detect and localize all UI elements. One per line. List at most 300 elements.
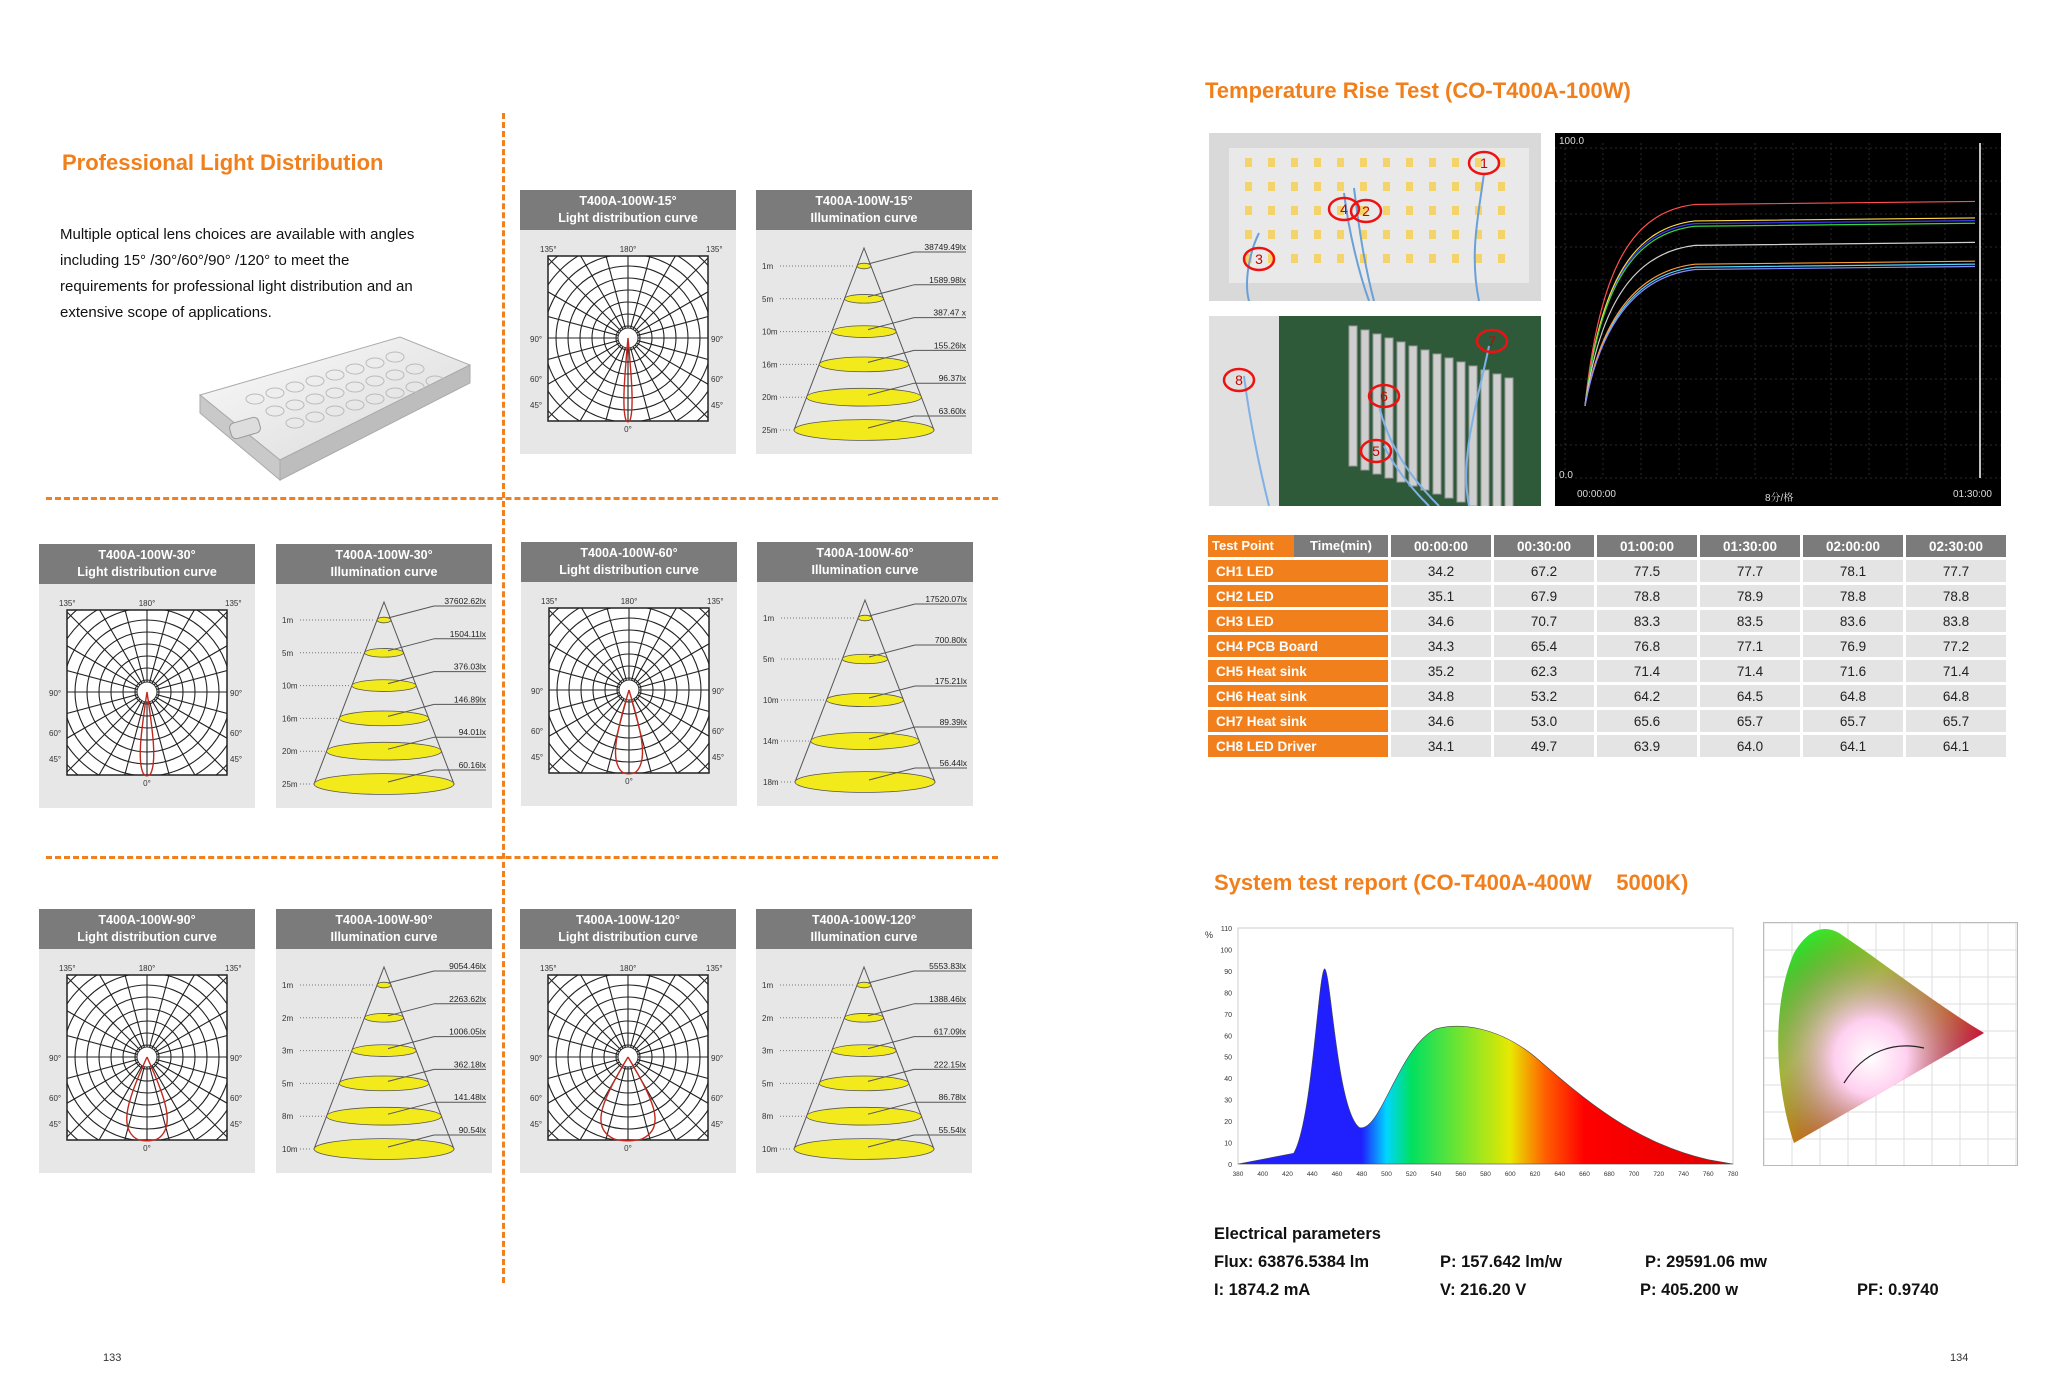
led-chip xyxy=(1268,182,1275,191)
led-chip xyxy=(1429,230,1436,239)
x-tick: 680 xyxy=(1603,1171,1615,1178)
marker-label: 1 xyxy=(1480,155,1488,171)
intro-line: extensive scope of applications. xyxy=(60,304,272,321)
angle-label: 60° xyxy=(49,729,62,738)
distance-label: 18m xyxy=(763,778,779,787)
table-cell: 78.1 xyxy=(1803,560,1903,582)
angle-label: 45° xyxy=(530,1120,543,1129)
led-chip xyxy=(1268,230,1275,239)
distance-label: 2m xyxy=(282,1013,294,1023)
angle-label: 180° xyxy=(138,599,156,608)
panel-subtitle: Light distribution curve xyxy=(559,563,699,577)
angle-label: 45° xyxy=(530,401,543,410)
distance-label: 3m xyxy=(762,1046,774,1056)
leader-line xyxy=(388,606,434,618)
led-chip xyxy=(1314,230,1321,239)
scope-trace xyxy=(1585,201,1975,405)
angle-label: 90° xyxy=(711,1054,724,1063)
angle-label: 60° xyxy=(712,727,725,736)
panel-title: T400A-100W-120° xyxy=(575,913,681,927)
light-distribution-panel xyxy=(520,909,736,1173)
led-chip xyxy=(1406,230,1413,239)
led-chip xyxy=(1337,182,1344,191)
table-cell: 70.7 xyxy=(1494,610,1594,632)
table-row xyxy=(1208,610,2006,632)
angle-label: 0° xyxy=(624,425,632,434)
led-chip xyxy=(1383,158,1390,167)
lux-label: 1504.11lx xyxy=(449,628,486,639)
x-tick: 620 xyxy=(1529,1171,1541,1178)
marker-label: 4 xyxy=(1340,201,1348,217)
cie-white-region xyxy=(1778,929,1984,1143)
panel-title: T400A-100W-120° xyxy=(811,913,917,927)
angle-label: 60° xyxy=(711,375,724,384)
angle-label: 90° xyxy=(230,1054,243,1063)
scope-trace xyxy=(1585,261,1975,406)
heat-sink-fin xyxy=(1433,354,1441,494)
temperature-recorder-chart xyxy=(1555,133,2001,506)
table-cell: 83.8 xyxy=(1906,610,2006,632)
distance-label: 2m xyxy=(762,1013,774,1023)
light-distribution-panel xyxy=(520,190,736,454)
heat-sink-fin xyxy=(1349,326,1357,466)
illumination-disc xyxy=(352,1045,416,1057)
led-chip xyxy=(1268,158,1275,167)
table-cell: 34.6 xyxy=(1391,610,1491,632)
row-label: CH2 LED xyxy=(1208,585,1388,607)
leader-line xyxy=(388,639,434,651)
table-cell: 35.2 xyxy=(1391,660,1491,682)
table-cell: 34.8 xyxy=(1391,685,1491,707)
table-cell: 71.4 xyxy=(1700,660,1800,682)
panel-title: T400A-100W-15° xyxy=(815,194,913,208)
leader-line xyxy=(388,971,434,983)
table-row xyxy=(1208,735,2006,757)
lux-label: 146.89lx xyxy=(453,694,486,705)
marker-label: 5 xyxy=(1372,443,1380,459)
angle-label: 90° xyxy=(49,1054,62,1063)
led-chip xyxy=(1498,230,1505,239)
marker-label: 6 xyxy=(1380,388,1388,404)
x-tick: 500 xyxy=(1381,1171,1392,1178)
led-chip xyxy=(1475,254,1482,263)
row-label: CH7 Heat sink xyxy=(1208,710,1388,732)
distance-label: 1m xyxy=(762,981,774,990)
angle-label: 45° xyxy=(711,1120,724,1129)
lux-label: 222.15lx xyxy=(933,1059,966,1070)
table-cell: 65.7 xyxy=(1803,710,1903,732)
intro-line: including 15° /30°/60°/90° /120° to meet the xyxy=(60,252,350,269)
led-chip xyxy=(1360,182,1367,191)
table-cell: 34.6 xyxy=(1391,710,1491,732)
illumination-disc xyxy=(807,1107,922,1125)
table-cell: 77.1 xyxy=(1700,635,1800,657)
heat-sink-fin xyxy=(1445,358,1453,498)
led-chip xyxy=(1291,158,1298,167)
led-chip xyxy=(1291,182,1298,191)
distance-label: 10m xyxy=(763,696,779,705)
y-tick: 30 xyxy=(1224,1097,1232,1105)
table-cell: 65.4 xyxy=(1494,635,1594,657)
distance-label: 1m xyxy=(763,614,775,623)
lux-label: 5553.83lx xyxy=(929,961,966,971)
time-header: 02:00:00 xyxy=(1803,535,1903,557)
led-chip xyxy=(1498,206,1505,215)
y-tick: 80 xyxy=(1224,990,1232,998)
illumination-disc xyxy=(364,1013,403,1022)
y-unit: % xyxy=(1205,930,1214,940)
y-tick: 90 xyxy=(1224,968,1232,976)
lux-label: 37602.62lx xyxy=(444,596,486,606)
angle-label: 60° xyxy=(230,1094,243,1103)
angle-label: 135° xyxy=(225,599,242,608)
x-tick: 400 xyxy=(1257,1171,1269,1178)
lux-label: 141.48lx xyxy=(453,1092,486,1103)
led-chip xyxy=(1383,254,1390,263)
distance-label: 14m xyxy=(763,737,779,746)
x-tick: 640 xyxy=(1554,1171,1566,1178)
row-label: CH8 LED Driver xyxy=(1208,735,1388,757)
angle-label: 90° xyxy=(711,335,724,344)
illumination-disc xyxy=(844,294,883,303)
table-cell: 71.4 xyxy=(1906,660,2006,682)
time-header: 02:30:00 xyxy=(1906,535,2006,557)
leader-line xyxy=(868,285,914,297)
lux-label: 55.54lx xyxy=(938,1125,966,1135)
intro-text xyxy=(60,222,414,326)
led-chip xyxy=(1314,254,1321,263)
table-cell: 64.2 xyxy=(1597,685,1697,707)
illumination-disc xyxy=(339,1076,429,1091)
x-tick: 520 xyxy=(1405,1171,1417,1178)
table-cell: 83.3 xyxy=(1597,610,1697,632)
illumination-disc xyxy=(832,326,896,338)
panel-subtitle: Illumination curve xyxy=(810,930,918,944)
distance-label: 5m xyxy=(762,1079,774,1089)
heat-sink-photo xyxy=(1209,316,1541,506)
leader-line xyxy=(388,1004,434,1016)
efficacy-value: P: 157.642 lm/w xyxy=(1440,1253,1562,1271)
distance-label: 16m xyxy=(762,360,778,370)
heat-sink-fin xyxy=(1481,370,1489,506)
angle-label: 90° xyxy=(530,335,543,344)
angle-label: 180° xyxy=(619,245,637,254)
led-chip xyxy=(1314,206,1321,215)
power-factor-value: PF: 0.9740 xyxy=(1857,1281,1939,1299)
table-cell: 67.2 xyxy=(1494,560,1594,582)
table-cell: 78.8 xyxy=(1597,585,1697,607)
time-header: 00:00:00 xyxy=(1391,535,1491,557)
x-tick: 600 xyxy=(1504,1171,1516,1178)
table-cell: 67.9 xyxy=(1494,585,1594,607)
corner-time: Time(min) xyxy=(1294,535,1388,557)
lux-label: 17520.07lx xyxy=(925,594,967,604)
illumination-disc xyxy=(819,1076,909,1091)
x-tick: 440 xyxy=(1306,1171,1318,1178)
table-cell: 62.3 xyxy=(1494,660,1594,682)
page-number-left: 133 xyxy=(103,1352,122,1364)
x-tick: 540 xyxy=(1430,1171,1442,1178)
table-cell: 64.1 xyxy=(1906,735,2006,757)
table-cell: 64.5 xyxy=(1700,685,1800,707)
lux-label: 96.37lx xyxy=(938,373,966,384)
led-chip xyxy=(1360,158,1367,167)
system-heading: System test report (CO-T400A-400W 5000K) xyxy=(1214,870,1689,895)
led-chip xyxy=(1245,158,1252,167)
distance-label: 1m xyxy=(282,981,294,990)
distance-label: 10m xyxy=(762,327,778,337)
table-row xyxy=(1208,560,2006,582)
y-tick: 20 xyxy=(1224,1119,1232,1127)
illumination-disc xyxy=(794,1139,934,1160)
angle-label: 135° xyxy=(540,964,557,973)
panel-subtitle: Light distribution curve xyxy=(77,565,217,579)
x-tick: 480 xyxy=(1356,1171,1368,1178)
distance-label: 25m xyxy=(282,780,298,789)
led-chip xyxy=(1383,206,1390,215)
table-cell: 65.6 xyxy=(1597,710,1697,732)
leader-line xyxy=(868,1004,914,1016)
table-header-row xyxy=(1208,535,2006,557)
illumination-disc xyxy=(827,693,904,706)
panel-title: T400A-100W-30° xyxy=(335,548,433,562)
led-chip xyxy=(1245,182,1252,191)
temperature-heading: Temperature Rise Test (CO-T400A-100W) xyxy=(1205,78,1631,103)
x-tick: 780 xyxy=(1727,1171,1739,1178)
voltage-value: V: 216.20 V xyxy=(1440,1281,1527,1299)
y-tick: 110 xyxy=(1220,926,1232,933)
time-header: 01:00:00 xyxy=(1597,535,1697,557)
led-chip xyxy=(1245,206,1252,215)
leader-line xyxy=(869,645,915,657)
heat-sink-fin xyxy=(1421,350,1429,490)
lux-label: 2263.62lx xyxy=(449,993,486,1004)
panel-title: T400A-100W-60° xyxy=(816,546,914,560)
illumination-panel xyxy=(757,542,973,806)
illumination-disc xyxy=(807,388,922,406)
illumination-disc xyxy=(339,711,429,726)
angle-label: 135° xyxy=(59,599,76,608)
lux-label: 1388.46lx xyxy=(929,993,966,1004)
panel-subtitle: Illumination curve xyxy=(811,563,919,577)
y-tick: 100 xyxy=(1220,947,1232,955)
time-header: 01:30:00 xyxy=(1700,535,1800,557)
angle-label: 135° xyxy=(706,964,723,973)
illumination-panel xyxy=(276,544,492,808)
led-chip xyxy=(1337,230,1344,239)
led-chip xyxy=(1314,182,1321,191)
illumination-disc xyxy=(842,654,887,663)
angle-label: 0° xyxy=(143,1144,151,1153)
scope-ymax: 100.0 xyxy=(1559,136,1585,147)
distance-label: 20m xyxy=(762,393,778,403)
illumination-disc xyxy=(844,1013,883,1022)
led-chip xyxy=(1383,230,1390,239)
table-corner xyxy=(1208,535,1388,557)
table-cell: 64.8 xyxy=(1803,685,1903,707)
panel-subtitle: Light distribution curve xyxy=(77,930,217,944)
heat-sink-fin xyxy=(1493,374,1501,506)
y-tick: 40 xyxy=(1224,1076,1232,1084)
distance-label: 20m xyxy=(282,747,298,757)
light-distribution-panel xyxy=(39,544,255,808)
x-tick: 380 xyxy=(1232,1171,1244,1178)
led-chip xyxy=(1406,254,1413,263)
heat-sink-fin xyxy=(1457,362,1465,502)
table-row xyxy=(1208,660,2006,682)
angle-label: 60° xyxy=(49,1094,62,1103)
x-tick: 700 xyxy=(1628,1171,1640,1178)
led-chip xyxy=(1452,206,1459,215)
table-cell: 77.5 xyxy=(1597,560,1697,582)
distance-label: 8m xyxy=(762,1112,774,1122)
angle-label: 135° xyxy=(706,245,723,254)
table-cell: 77.7 xyxy=(1700,560,1800,582)
lux-label: 94.01lx xyxy=(458,727,486,738)
y-tick: 10 xyxy=(1224,1140,1232,1148)
marker-label: 2 xyxy=(1362,203,1370,219)
electrical-title: Electrical parameters xyxy=(1214,1225,1381,1243)
angle-label: 45° xyxy=(711,401,724,410)
angle-label: 135° xyxy=(59,964,76,973)
temperature-table xyxy=(1205,532,2009,760)
illumination-panel xyxy=(756,909,972,1173)
table-cell: 78.8 xyxy=(1803,585,1903,607)
x-tick: 560 xyxy=(1455,1171,1467,1178)
table-cell: 76.8 xyxy=(1597,635,1697,657)
angle-label: 90° xyxy=(531,687,544,696)
cie-chromaticity-diagram xyxy=(1763,922,2018,1166)
x-tick: 460 xyxy=(1331,1171,1343,1178)
heat-sink-fin xyxy=(1505,378,1513,506)
led-chip xyxy=(1314,158,1321,167)
led-chip xyxy=(1406,206,1413,215)
distance-label: 1m xyxy=(282,616,294,625)
led-chip xyxy=(1406,182,1413,191)
row-label: CH6 Heat sink xyxy=(1208,685,1388,707)
illumination-disc xyxy=(819,357,909,372)
angle-label: 90° xyxy=(49,689,62,698)
scope-t-end: 01:30:00 xyxy=(1953,489,1992,500)
table-row xyxy=(1208,585,2006,607)
intro-line: requirements for professional light distribution and an xyxy=(60,278,413,295)
angle-label: 60° xyxy=(530,1094,543,1103)
marker-label: 3 xyxy=(1255,251,1263,267)
table-cell: 49.7 xyxy=(1494,735,1594,757)
marker-label: 7 xyxy=(1488,333,1496,349)
angle-label: 45° xyxy=(49,755,62,764)
led-chip xyxy=(1429,254,1436,263)
table-cell: 78.8 xyxy=(1906,585,2006,607)
table-cell: 64.0 xyxy=(1700,735,1800,757)
marker-label: 8 xyxy=(1235,372,1243,388)
led-chip xyxy=(1498,254,1505,263)
illumination-disc xyxy=(832,1045,896,1057)
led-chip xyxy=(1498,182,1505,191)
angle-label: 45° xyxy=(230,1120,243,1129)
led-chip xyxy=(1291,254,1298,263)
lux-label: 9054.46lx xyxy=(449,961,486,971)
lux-label: 175.21lx xyxy=(934,676,967,686)
angle-label: 90° xyxy=(530,1054,543,1063)
angle-label: 0° xyxy=(624,1144,632,1153)
divider-horizontal xyxy=(46,497,998,500)
row-label: CH5 Heat sink xyxy=(1208,660,1388,682)
y-tick: 60 xyxy=(1224,1033,1232,1041)
power-w-value: P: 405.200 w xyxy=(1640,1281,1739,1299)
panel-title: T400A-100W-60° xyxy=(580,546,678,560)
led-chip xyxy=(1452,158,1459,167)
illumination-disc xyxy=(794,420,934,441)
table-cell: 53.0 xyxy=(1494,710,1594,732)
panel-title: T400A-100W-90° xyxy=(98,913,196,927)
illumination-disc xyxy=(352,680,416,692)
leader-line xyxy=(869,604,915,616)
led-chip xyxy=(1291,206,1298,215)
led-chip xyxy=(1429,158,1436,167)
lux-label: 362.18lx xyxy=(453,1059,486,1070)
table-row xyxy=(1208,635,2006,657)
x-tick: 740 xyxy=(1678,1171,1689,1178)
table-row xyxy=(1208,710,2006,732)
angle-label: 135° xyxy=(540,245,557,254)
distance-label: 5m xyxy=(763,655,775,664)
led-chip xyxy=(1429,206,1436,215)
distance-label: 10m xyxy=(282,681,298,691)
illumination-panel xyxy=(756,190,972,454)
table-cell: 64.1 xyxy=(1803,735,1903,757)
y-tick: 50 xyxy=(1224,1054,1232,1062)
illumination-disc xyxy=(811,732,919,749)
illumination-disc xyxy=(364,648,403,657)
angle-label: 135° xyxy=(707,597,724,606)
led-chip xyxy=(1452,182,1459,191)
table-cell: 63.9 xyxy=(1597,735,1697,757)
panel-subtitle: Illumination curve xyxy=(810,211,918,225)
panel-subtitle: Light distribution curve xyxy=(558,211,698,225)
angle-label: 45° xyxy=(712,753,725,762)
angle-label: 90° xyxy=(712,687,725,696)
table-cell: 77.7 xyxy=(1906,560,2006,582)
led-board-photo xyxy=(1209,133,1541,301)
led-chip xyxy=(1452,254,1459,263)
angle-label: 60° xyxy=(531,727,544,736)
distance-label: 5m xyxy=(282,1079,294,1089)
heat-sink-fin xyxy=(1397,342,1405,482)
scope-t-start: 00:00:00 xyxy=(1577,489,1616,500)
lux-label: 38749.49lx xyxy=(924,242,966,252)
table-row xyxy=(1208,685,2006,707)
angle-label: 0° xyxy=(625,777,633,786)
angle-label: 135° xyxy=(225,964,242,973)
angle-label: 180° xyxy=(619,964,637,973)
panel-title: T400A-100W-15° xyxy=(579,194,677,208)
lux-label: 1589.98lx xyxy=(929,274,966,285)
illumination-disc xyxy=(314,774,454,795)
distance-label: 5m xyxy=(282,648,294,658)
illumination-disc xyxy=(314,1139,454,1160)
divider-horizontal xyxy=(46,856,998,859)
panel-subtitle: Illumination curve xyxy=(330,565,438,579)
distance-label: 8m xyxy=(282,1112,294,1122)
power-mw-value: P: 29591.06 mw xyxy=(1645,1253,1767,1271)
distance-label: 16m xyxy=(282,714,298,724)
illumination-disc xyxy=(795,772,935,793)
table-cell: 83.5 xyxy=(1700,610,1800,632)
illumination-panel xyxy=(276,909,492,1173)
light-distribution-panel xyxy=(39,909,255,1173)
distance-label: 10m xyxy=(282,1145,298,1154)
